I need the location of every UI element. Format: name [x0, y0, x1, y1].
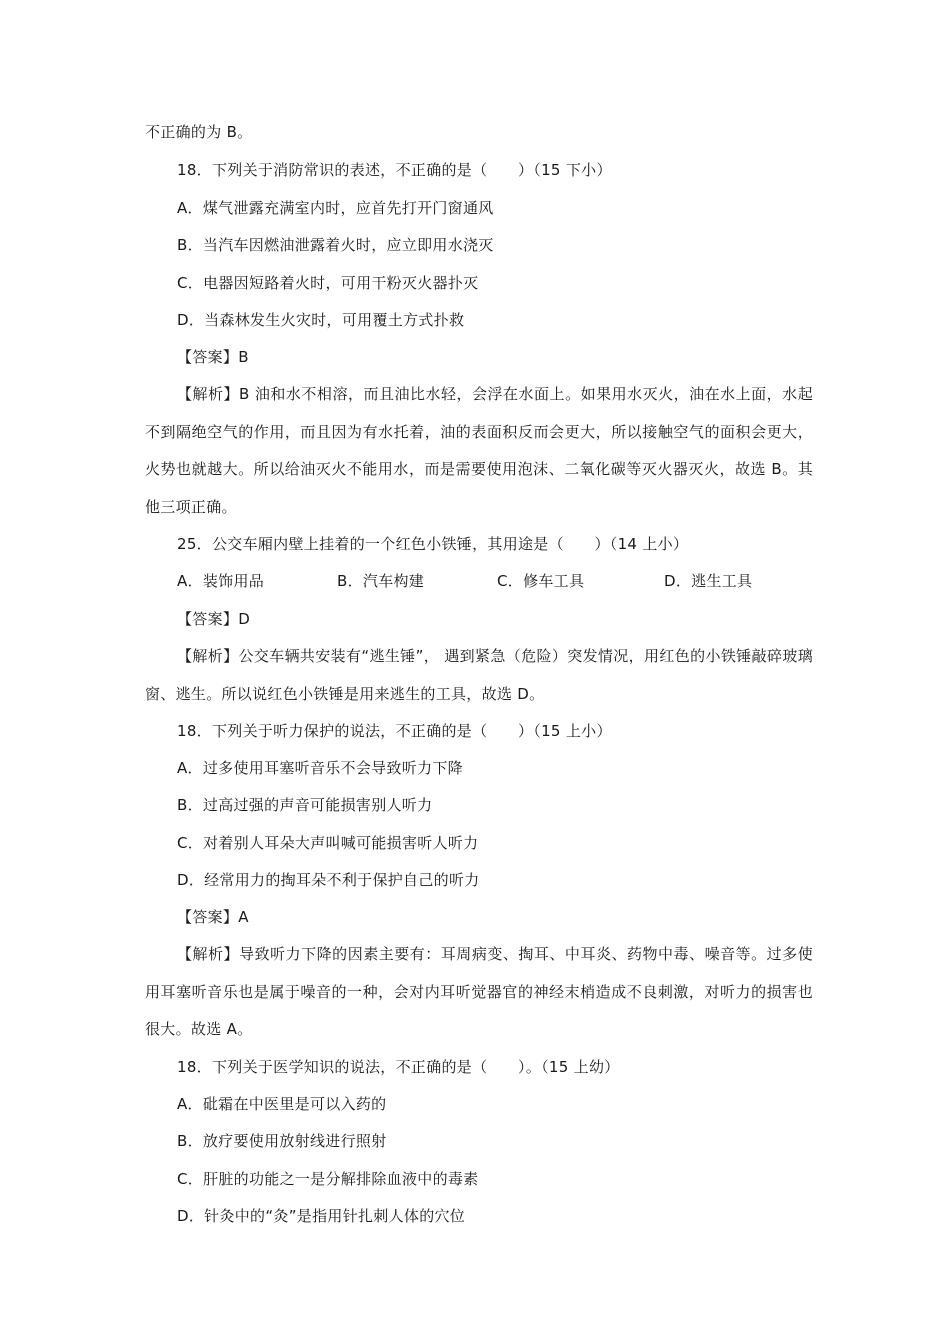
option-c: C．对着别人耳朵大声叫喊可能损害听人听力 — [177, 834, 479, 852]
option-a: A．煤气泄露充满室内时，应首先打开门窗通风 — [177, 199, 494, 217]
option-a: A．过多使用耳塞听音乐不会导致听力下降 — [177, 759, 463, 777]
option-b: B．当汽车因燃油泄露着火时，应立即用水浇灭 — [177, 236, 494, 254]
answer-label: 【答案】D — [177, 610, 251, 628]
option-a: A．砒霜在中医里是可以入药的 — [177, 1095, 387, 1113]
option-c: C．肝脏的功能之一是分解排除血液中的毒素 — [177, 1170, 479, 1188]
options-row — [177, 571, 752, 591]
option-c: C．修车工具 — [497, 572, 585, 590]
answer-label: 【答案】B — [177, 348, 249, 366]
option-c: C．电器因短路着火时，可用干粉灭火器扑灭 — [177, 274, 479, 292]
option-b: B．过高过强的声音可能损害别人听力 — [177, 796, 433, 814]
answer-label: 【答案】A — [177, 908, 249, 926]
option-d: D．针灸中的“灸”是指用针扎刺人体的穴位 — [177, 1207, 466, 1225]
question-stem: 18．下列关于消防常识的表述，不正确的是（ ）（15 下小） — [177, 161, 612, 179]
intro-tail-text: 不正确的为 B。 — [145, 123, 253, 141]
option-d: D．当森林发生火灾时，可用覆土方式扑救 — [177, 311, 465, 329]
option-b: B．放疗要使用放射线进行照射 — [177, 1132, 387, 1150]
option-d: D．经常用力的掏耳朵不利于保护自己的听力 — [177, 871, 480, 889]
analysis-paragraph: 【解析】导致听力下降的因素主要有：耳周病变、掏耳、中耳炎、药物中毒、噪音等。过多使用耳塞听音乐也是属于噪音的一种，会对内耳听觉器官的神经末梢造成不良刺激，对听力的损害也很大。故选 A。 — [145, 945, 813, 1038]
question-stem: 18．下列关于听力保护的说法，不正确的是（ ）（15 上小） — [177, 722, 612, 740]
question-stem: 18．下列关于医学知识的说法，不正确的是（ ）。（15 上幼） — [177, 1058, 620, 1076]
question-stem: 25．公交车厢内壁上挂着的一个红色小铁锤，其用途是（ ）（14 上小） — [177, 535, 689, 553]
option-b: B．汽车构建 — [337, 572, 425, 590]
analysis-paragraph: 【解析】公交车辆共安装有“逃生锤”， 遇到紧急（危险）突发情况，用红色的小铁锤敲碎玻璃窗、逃生。所以说红色小铁锤是用来逃生的工具，故选 D。 — [145, 647, 813, 703]
analysis-paragraph: 【解析】B 油和水不相溶，而且油比水轻，会浮在水面上。如果用水灭火，油在水上面，水起不到隔绝空气的作用，而且因为有水托着，油的表面积反而会更大，所以接触空气的面积会更大，火势也就越大。所以给油灭火不能用水，而是需要使用泡沫、二氧化碳等灭火器灭火，故选 B。其他三项正确。 — [145, 385, 813, 516]
option-a: A．装饰用品 — [177, 572, 265, 590]
option-d: D．逃生工具 — [664, 572, 753, 590]
